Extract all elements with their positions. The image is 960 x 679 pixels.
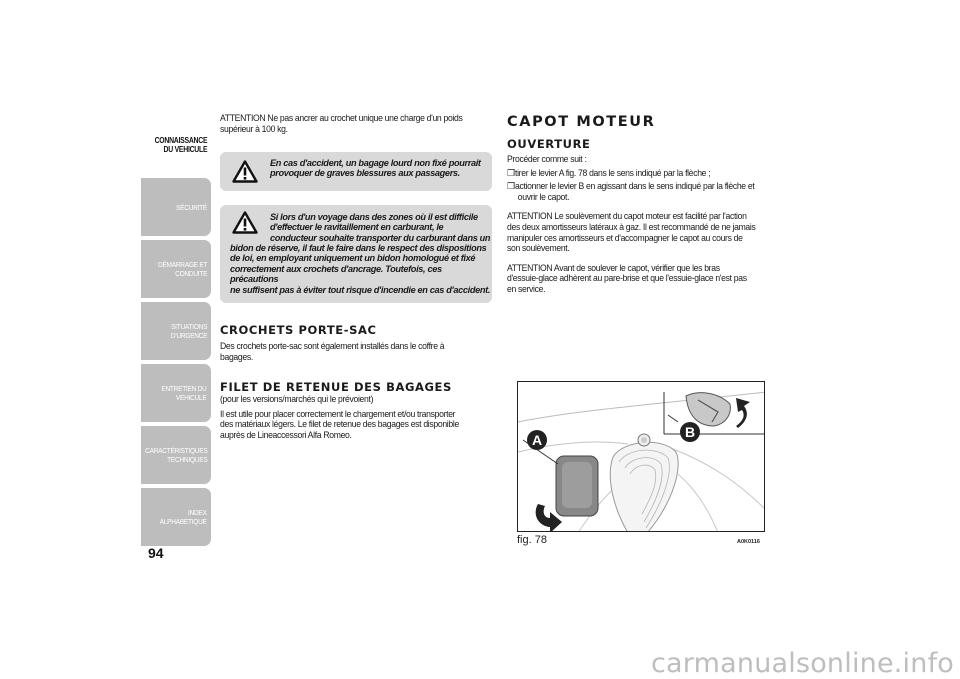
- warning-box-2: [220, 205, 492, 303]
- checkbox-bullet-icon: ❒: [507, 181, 516, 192]
- list-item-text: actionner le levier B en agissant dans le sens indiqué par la flèche et: [515, 180, 755, 192]
- page-number: 94: [148, 545, 164, 561]
- list-item: [507, 168, 787, 179]
- section-heading: CROCHETS PORTE-SAC: [220, 323, 377, 337]
- page-title: CAPOT MOTEUR: [507, 114, 656, 130]
- warning-line: correctement aux crochets d'ancrage. Toutefois, ces précautions: [230, 263, 442, 285]
- hood-lever-figure: [517, 381, 765, 532]
- body-line: auprès de Lineaccessori Alfa Romeo.: [220, 428, 352, 440]
- intro-text: Procéder comme suit :: [507, 153, 587, 164]
- warning-triangle-icon: [232, 160, 258, 183]
- sidebar-item-connaissance[interactable]: [141, 116, 211, 174]
- warning-line: Si lors d'un voyage dans des zones où il est difficile: [270, 212, 478, 222]
- sidebar-item-demarrage[interactable]: [141, 240, 211, 298]
- body-line: des matériaux légers. Le filet de retenue des bagages est disponible: [220, 418, 459, 430]
- warning-line: bidon de réserve, il faut le faire dans le respect des dispositions: [230, 243, 487, 253]
- attention-line: son soulèvement.: [507, 242, 570, 254]
- attention-line: ATTENTION Le soulèvement du capot moteur est facilité par l'action: [507, 210, 747, 222]
- attention-line: ATTENTION Ne pas ancrer au crochet unique une charge d'un poids: [220, 112, 463, 123]
- attention-line: d'essuie-glace adhèrent au pare-brise et que l'essuie-glace n'est pas: [507, 272, 747, 284]
- warning-triangle-icon: [232, 211, 258, 234]
- checkbox-bullet-icon: ❒: [507, 167, 516, 178]
- warning-line: En cas d'accident, un bagage lourd non fixé pourrait: [270, 158, 481, 168]
- right-column: [507, 114, 787, 295]
- sidebar-item-caracteristiques[interactable]: [141, 426, 211, 484]
- body-line: bagages.: [220, 350, 253, 362]
- arrow-icon: [736, 398, 750, 428]
- sidebar-item-entretien[interactable]: [141, 364, 211, 422]
- label-b-badge: B: [680, 422, 700, 442]
- section-subheading: (pour les versions/marchés qui le prévoient): [220, 393, 374, 404]
- figure-caption: fig. 78: [517, 534, 547, 546]
- section-heading: FILET DE RETENUE DES BAGAGES: [220, 380, 452, 394]
- attention-line: ATTENTION Avant de soulever le capot, vérifier que les bras: [507, 261, 720, 273]
- sidebar-item-securite[interactable]: [141, 178, 211, 236]
- warning-box-1: [220, 152, 492, 191]
- sidebar-item-situations[interactable]: [141, 302, 211, 360]
- sidebar-item-index[interactable]: [141, 488, 211, 546]
- label-a-badge: A: [527, 430, 547, 450]
- warning-line: de loi, en employant uniquement un bidon homologué et fixé: [230, 253, 476, 264]
- sidebar-item-label: INDEX ALPHABETIQUE: [160, 508, 207, 526]
- body-line: Des crochets porte-sac sont également installés dans le coffre à: [220, 340, 445, 351]
- attention-line: supérieur à 100 kg.: [220, 122, 288, 134]
- warning-line: conducteur souhaite transporter du carburant dans un: [270, 232, 491, 243]
- list-item-text: tirer le levier A fig. 78 dans le sens indiqué par la flèche ;: [515, 166, 711, 178]
- attention-line: des deux amortisseurs latéraux à gaz. Il est recommandé de ne jamais: [507, 220, 756, 232]
- sidebar-item-label: ENTRETIEN DU VEHICULE: [161, 384, 207, 402]
- figure-code: A0K0116: [737, 539, 760, 545]
- left-column: [220, 113, 492, 134]
- sidebar-item-label: CONNAISSANCE DU VEHICULE: [154, 136, 207, 154]
- section-heading: OUVERTURE: [507, 137, 591, 151]
- sidebar-item-label: SITUATIONS D'URGENCE: [170, 322, 207, 340]
- watermark: carmanualsonline.info: [651, 648, 954, 679]
- sidebar-item-label: DÉMARRAGE ET CONDUITE: [157, 260, 207, 278]
- sidebar-item-label: SÉCURITÉ: [176, 202, 207, 212]
- crochets-section: [220, 323, 492, 362]
- body-line: Il est utile pour placer correctement le chargement et/ou transporter: [220, 407, 456, 419]
- sidebar-item-label: CARACTÉRISTIQUES TECHNIQUES: [144, 446, 207, 464]
- warning-line: provoquer de graves blessures aux passagers.: [270, 168, 460, 179]
- attention-line: manipuler ces amortisseurs et d'accompagner le capot au cours de: [507, 231, 743, 243]
- warning-line: d'effectuer le ravitaillement en carburant, le: [270, 222, 444, 233]
- car-front-illustration: [518, 382, 765, 532]
- warning-line: ne suffisent pas à éviter tout risque d'incendie en cas d'accident.: [230, 284, 491, 295]
- list-item-text: ouvrir le capot.: [517, 190, 570, 202]
- attention-line: en service.: [507, 282, 546, 294]
- list-item: [507, 181, 787, 202]
- filet-section: [220, 380, 492, 440]
